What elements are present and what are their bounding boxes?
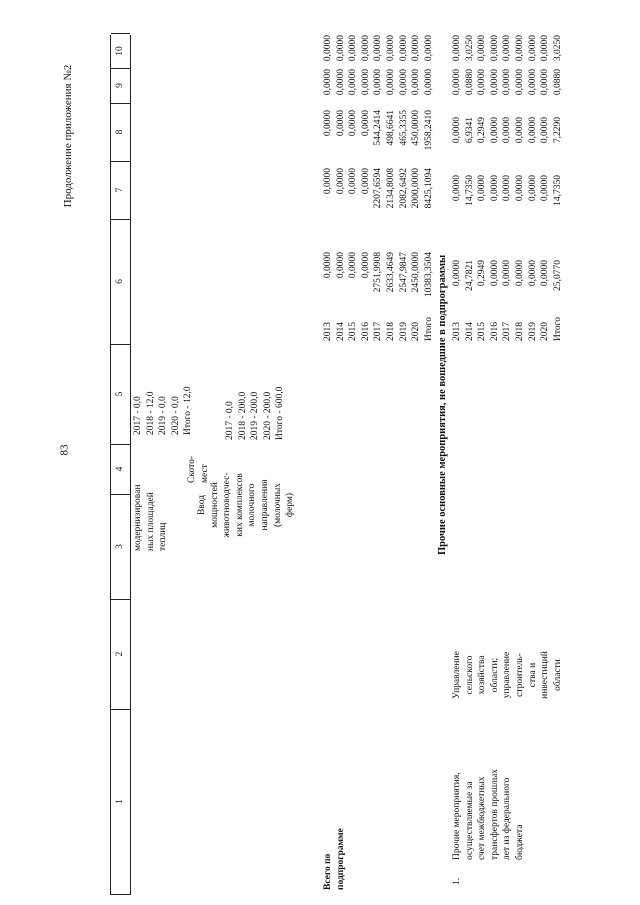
table-header <box>110 35 131 895</box>
total-col6: 0,0000 0,0000 0,0000 0,0000 2751,9908 2633,4649 2547,9847 2450,0000 10383,3504 <box>323 252 434 298</box>
header-col-1: 1 <box>111 709 130 895</box>
item1-number: 1. <box>452 877 462 885</box>
item1-years: 2013 2014 2015 2016 2017 2018 2019 2020 Итого <box>452 316 563 341</box>
total-col9: 0,0000 0,0000 0,0000 0,0000 0,0000 0,0000 0,0000 0,0000 0,0000 <box>323 69 434 96</box>
total-subprogram-label: Всего по подпрограмме <box>323 828 346 890</box>
header-col-10: 10 <box>111 33 130 69</box>
greenhouse-indicator: 2017 - 0,0 2018 - 12,0 2019 - 0,0 2020 - 0,0 Итого - 12,0 <box>133 386 194 435</box>
item1-col9: 0,0000 0,0880 0,0000 0,0000 0,0000 0,0000 0,0000 0,0000 0,0880 <box>452 69 563 96</box>
header-col-8: 8 <box>111 103 130 162</box>
rotated-table-sheet <box>110 35 630 895</box>
dairy-indicator: 2017 - 0,0 2018 - 200,0 2019 - 200,0 2020 - 200,0 Итого - 600,0 <box>225 386 286 440</box>
item1-col6: 0,0000 24,7821 0,2949 0,0000 0,0000 0,0000 0,0000 0,0000 25,0770 <box>452 260 563 291</box>
item1-executor: Управление сельского хозяйства области; управление строитель- ства и инвестиций области <box>452 651 563 699</box>
header-col-5: 5 <box>111 344 130 445</box>
header-col-9: 9 <box>111 68 130 104</box>
total-col7: 0,0000 0,0000 0,0000 0,0000 2207,6594 2134,8008 2082,6492 2000,0000 8425,1094 <box>323 168 434 209</box>
section-title: Прочие основные мероприятия, не вошедшие в подпрограммы <box>437 254 448 555</box>
item1-name: Прочие мероприятия, осуществляемые за счет межбюджетных трансфертов прошлых лет из федерального бюджета <box>452 768 525 860</box>
page-number: 83 <box>58 444 71 456</box>
dairy-name: Ввод мощностей животноводчес- ких комплексов молочного направления (молочных ферм) <box>197 472 296 538</box>
header-col-2: 2 <box>111 599 130 710</box>
greenhouse-name: модернизирован ных площадей теплиц <box>133 484 169 551</box>
total-years: 2013 2014 2015 2016 2017 2018 2019 2020 Итого <box>323 316 434 341</box>
header-col-3: 3 <box>111 494 130 600</box>
continuation-title: Продолжение приложения №2 <box>62 64 74 208</box>
header-col-6: 6 <box>111 219 130 345</box>
total-col10: 0,0000 0,0000 0,0000 0,0000 0,0000 0,0000 0,0000 0,0000 0,0000 <box>323 35 434 62</box>
header-col-7: 7 <box>111 161 130 220</box>
item1-col10: 0,0000 3,0250 0,0000 0,0000 0,0000 0,0000 0,0000 0,0000 3,0250 <box>452 35 563 62</box>
item1-col8: 0,0000 6,9341 0,2949 0,0000 0,0000 0,0000 0,0000 0,0000 7,2290 <box>452 117 563 144</box>
header-col-4: 4 <box>111 444 130 495</box>
item1-col7: 0,0000 14,7350 0,0000 0,0000 0,0000 0,0000 0,0000 0,0000 14,7350 <box>452 175 563 206</box>
dairy-unit: Ското- мест <box>187 455 210 483</box>
total-col8: 0,0000 0,0000 0,0000 0,0000 544,2414 498,6641 465,3355 450,0000 1958,2410 <box>323 110 434 151</box>
